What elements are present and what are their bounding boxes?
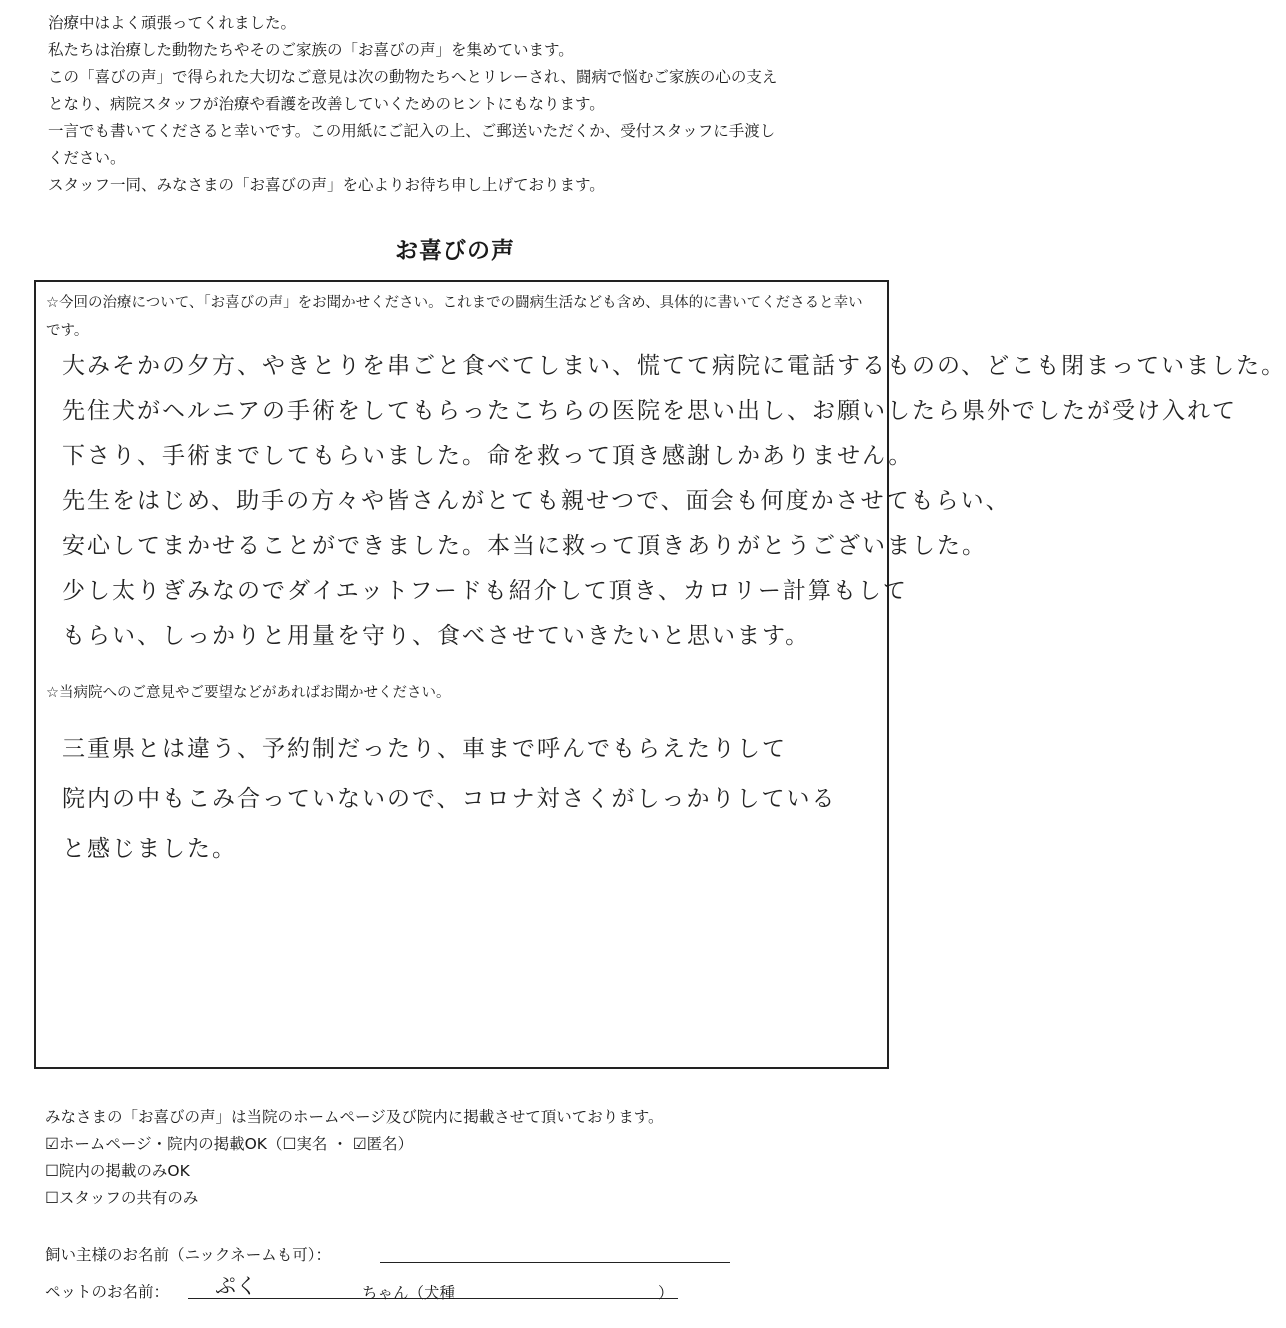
intro-line: 私たちは治療した動物たちやそのご家族の「お喜びの声」を集めています。 bbox=[48, 41, 574, 59]
pet-breed-close: ） bbox=[658, 1284, 674, 1302]
answer-line: 下さり、手術までしてもらいました。命を救って頂き感謝しかありません。 bbox=[62, 443, 914, 469]
answer-line: 大みそかの夕方、やきとりを串ごと食べてしまい、慌てて病院に電話するものの、どこも閉まっていました。 bbox=[62, 353, 1286, 379]
pet-name-label: ペットのお名前： bbox=[45, 1283, 170, 1301]
answer-line: もらい、しっかりと用量を守り、食べさせていきたいと思います。 bbox=[62, 623, 811, 649]
answer-line: と感じました。 bbox=[62, 836, 237, 862]
answer-line: 三重県とは違う、予約制だったり、車まで呼んでもらえたりして bbox=[62, 736, 787, 762]
consent-option-homepage[interactable]: ☑ホームページ・院内の掲載OK（☐実名 ・ ☑匿名） bbox=[45, 1135, 414, 1153]
handwritten-answer-1 bbox=[62, 347, 1286, 662]
page-title: お喜びの声 bbox=[395, 238, 515, 264]
answer-line: 先住犬がヘルニアの手術をしてもらったこちらの医院を思い出し、お願いしたら県外でしたが受け入れて bbox=[62, 398, 1237, 424]
answer-line: 安心してまかせることができました。本当に救って頂きありがとうございました。 bbox=[62, 533, 987, 559]
answer-line: 院内の中もこみ合っていないので、コロナ対さくがしっかりしている bbox=[62, 786, 837, 812]
answer-line: 少し太りぎみなのでダイエットフードも紹介して頂き、カロリー計算もして bbox=[62, 578, 908, 604]
intro-line: 治療中はよく頑張ってくれました。 bbox=[48, 14, 297, 32]
question-2: ☆当病院へのご意見やご要望などがあればお聞かせください。 bbox=[46, 685, 451, 701]
pet-name-value: ぷく bbox=[215, 1274, 257, 1298]
owner-name-label: 飼い主様のお名前（ニックネームも可）： bbox=[45, 1246, 331, 1264]
answer-line: 先生をはじめ、助手の方々や皆さんがとても親せつで、面会も何度かさせてもらい、 bbox=[62, 488, 1011, 514]
feedback-box bbox=[34, 280, 1286, 1069]
consent-option-inhouse[interactable]: ☐院内の掲載のみOK bbox=[45, 1162, 190, 1180]
pet-breed-label: ちゃん（犬種 bbox=[362, 1284, 456, 1302]
intro-line: となり、病院スタッフが治療や看護を改善していくためのヒントにもなります。 bbox=[48, 95, 605, 113]
intro-text bbox=[48, 10, 888, 199]
consent-note: みなさまの「お喜びの声」は当院のホームページ及び院内に掲載させて頂いております。 bbox=[45, 1108, 664, 1126]
handwritten-answer-2 bbox=[62, 730, 837, 880]
intro-line: ください。 bbox=[48, 149, 126, 167]
consent-option-staff[interactable]: ☐スタッフの共有のみ bbox=[45, 1189, 199, 1207]
consent-section bbox=[45, 1104, 663, 1212]
intro-line: この「喜びの声」で得られた大切なご意見は次の動物たちへとリレーされ、闘病で悩むご家族の心の支え bbox=[48, 68, 778, 86]
owner-name-field[interactable] bbox=[380, 1262, 730, 1263]
intro-line: 一言でも書いてくださると幸いです。この用紙にご記入の上、ご郵送いただくか、受付スタッフに手渡し bbox=[48, 122, 776, 140]
question-1: ☆今回の治療について、「お喜びの声」をお聞かせください。これまでの闘病生活なども含め、具体的に書いてくださると幸いです。 bbox=[46, 295, 863, 339]
intro-line: スタッフ一同、みなさまの「お喜びの声」を心よりお待ち申し上げております。 bbox=[48, 176, 605, 194]
